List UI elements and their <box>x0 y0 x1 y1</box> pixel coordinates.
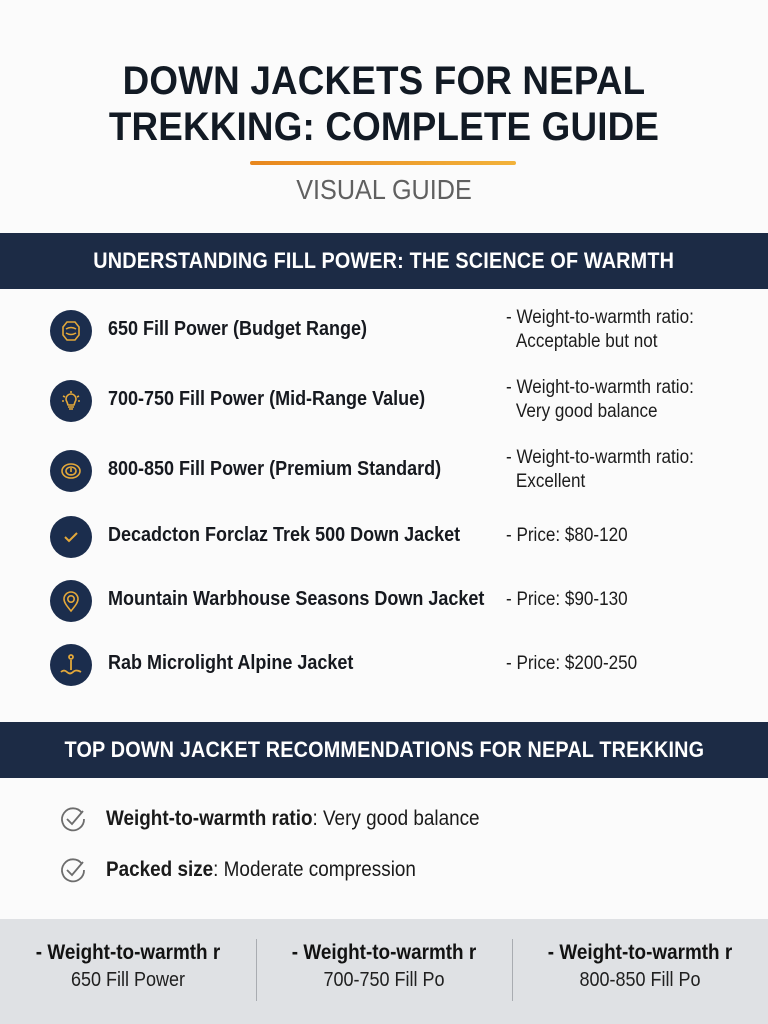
item-note: - Weight-to-warmth ratio: Excellent <box>506 447 694 492</box>
info-wave-icon <box>50 644 92 686</box>
title-accent-rule <box>250 161 516 165</box>
list-item <box>0 644 768 694</box>
list-item <box>0 447 768 500</box>
item-note: - Weight-to-warmth ratio: Very good balance <box>506 377 694 422</box>
title-line-1: DOWN JACKETS FOR NEPAL <box>122 59 646 103</box>
item-label: Rab Microlight Alpine Jacket <box>108 652 354 674</box>
list-item <box>0 377 768 430</box>
item-label: 650 Fill Power (Budget Range) <box>108 318 368 340</box>
footer-column-650: - Weight-to-warmth r 650 Fill Power <box>35 941 221 991</box>
page-subtitle: VISUAL GUIDE <box>296 174 472 205</box>
item-label: Decadcton Forclaz Trek 500 Down Jacket <box>108 524 461 546</box>
item-note: - Price: $80-120 <box>506 525 628 546</box>
item-label: 800-850 Fill Power (Premium Standard) <box>108 458 442 480</box>
check-text: Weight-to-warmth ratio: Very good balance <box>106 807 480 830</box>
list-item <box>0 307 768 360</box>
location-pin-icon <box>50 580 92 622</box>
list-item <box>0 580 768 630</box>
page-title <box>31 58 738 150</box>
check-text: Packed size: Moderate compression <box>106 858 416 881</box>
check-circle-icon <box>58 855 88 885</box>
item-label: 700-750 Fill Power (Mid-Range Value) <box>108 388 426 410</box>
check-item <box>58 855 450 885</box>
item-label: Mountain Warbhouse Seasons Down Jacket <box>108 588 485 610</box>
section-heading-fill-power: UNDERSTANDING FILL POWER: THE SCIENCE OF WARMTH <box>0 233 768 289</box>
premium-badge-icon <box>50 450 92 492</box>
feather-cluster-icon <box>50 310 92 352</box>
footer-column-700-750: - Weight-to-warmth r 700-750 Fill Po <box>256 919 512 1024</box>
item-note: - Weight-to-warmth ratio: Acceptable but not <box>506 307 694 352</box>
footer-column-800-850: - Weight-to-warmth r 800-850 Fill Po <box>512 919 768 1024</box>
list-item <box>0 516 768 566</box>
check-circle-icon <box>58 804 88 834</box>
item-note: - Price: $200-250 <box>506 653 638 674</box>
title-line-2: TREKKING: COMPLETE GUIDE <box>108 105 660 149</box>
check-item <box>58 804 521 834</box>
item-note: - Price: $90-130 <box>506 589 628 610</box>
section-heading-recommendations: TOP DOWN JACKET RECOMMENDATIONS FOR NEPAL TREKKING <box>0 722 768 778</box>
summary-footer <box>0 919 768 1024</box>
checkmark-icon <box>50 516 92 558</box>
lightbulb-icon <box>50 380 92 422</box>
